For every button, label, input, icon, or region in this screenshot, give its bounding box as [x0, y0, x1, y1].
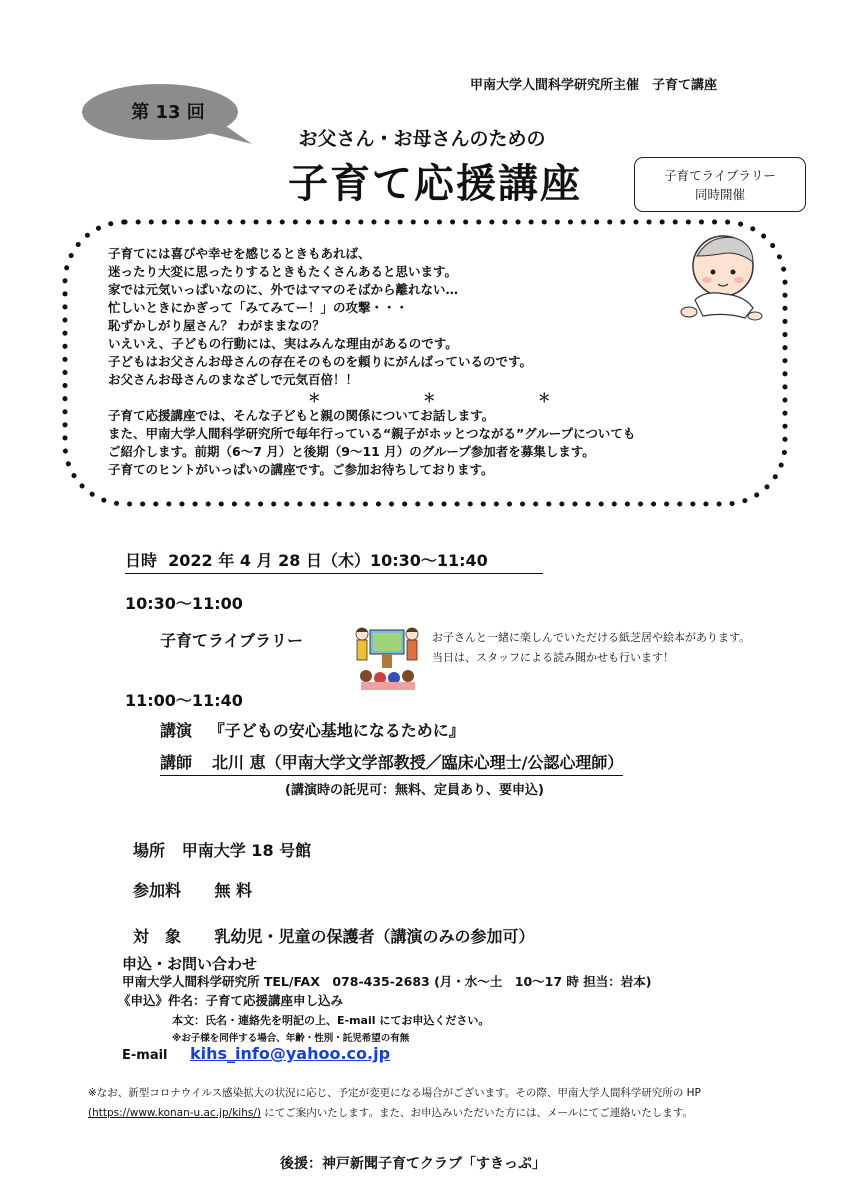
intro-line: 家では元気いっぱいなのに、外ではママのそばから離れない… [108, 282, 459, 297]
library-notice-line1: 子育てライブラリー [664, 168, 776, 183]
homepage-url-link[interactable]: (https://www.konan-u.ac.jp/kihs/) [88, 1107, 261, 1119]
notice-line2 [88, 1103, 828, 1123]
intro-line: 子育てのヒントがいっぱいの講座です。ご参加お待ちしております。 [108, 462, 494, 477]
library-description [432, 628, 750, 668]
date-label: 日時 [125, 551, 158, 570]
notice-line2-text: にてご案内いたします。また、お申込みいただいた方には、メールにてご連絡いたします。 [260, 1107, 693, 1119]
lecture-line [160, 718, 465, 741]
email-link[interactable]: kihs_info@yahoo.co.jp [190, 1044, 391, 1063]
fee-value: 無 料 [214, 881, 253, 900]
date-line [125, 548, 543, 574]
fee-line [133, 878, 252, 901]
sponsor-line: 後援：神戸新聞子育てクラブ「すきっぷ」 [280, 1156, 546, 1172]
childcare-note: (講演時の託児可：無料、定員あり、要申込) [285, 783, 544, 798]
intro-line: 忙しいときにかぎって「みてみてー！」の攻撃・・・ [108, 300, 409, 315]
contact-body-line: 本文：氏名・連絡先を明記の上、E-mail にてお申込ください。 [172, 1014, 490, 1027]
venue-value: 甲南大学 18 号館 [181, 841, 312, 860]
intro-line: お父さんお母さんのまなざしで元気百倍！！ [108, 372, 359, 387]
contact-subject-line: 《申込》件名：子育て応援講座申し込み [118, 993, 344, 1008]
date-value: 2022 年 4 月 28 日（木）10:30～11:40 [168, 551, 488, 570]
organizer-line: 甲南大学人間科学研究所主催 子育て講座 [470, 78, 718, 93]
library-desc-line: お子さんと一緒に楽しんでいただける紙芝居や絵本があります。 [432, 631, 751, 644]
venue-line [133, 838, 311, 861]
intro-line: 恥ずかしがり屋さん？ わがままなの？ [108, 318, 325, 333]
target-label: 対 象 [133, 927, 182, 946]
venue-label: 場所 [133, 841, 166, 860]
intro-line: 子育てには喜びや幸せを感じるときもあれば、 [108, 246, 371, 261]
session-number: 第 13 回 [131, 102, 205, 123]
intro-line: また、甲南大学人間科学研究所で毎年行っている“親子がホッとつながる”グループについても [108, 426, 636, 441]
page-subtitle: お父さん・お母さんのための [298, 128, 546, 150]
intro-line: 子育て応援講座では、そんな子どもと親の関係についてお話します。 [108, 408, 495, 423]
library-notice-line2: 同時開催 [694, 187, 745, 202]
storytelling-illustration [352, 620, 424, 692]
intro-line: いえいえ、子どもの行動には、実はみんな理由があるのです。 [108, 336, 458, 351]
asterisk: ＊ [538, 390, 551, 405]
library-desc-line: 当日は、スタッフによる読み聞かせも行います！ [432, 651, 674, 664]
lecturer-label: 講師 [160, 753, 193, 772]
library-label: 子育てライブラリー [160, 631, 304, 650]
target-value: 乳幼児・児童の保護者（講演のみの参加可） [214, 927, 535, 946]
target-line [133, 924, 534, 947]
lecturer-line [160, 750, 623, 776]
page-title: 子育て応援講座 [288, 161, 582, 207]
intro-line: 子どもはお父さんお母さんの存在そのものを頼りにがんばっているのです。 [108, 354, 533, 369]
covid-notice [88, 1083, 828, 1123]
intro-line: 迷ったり大変に思ったりするときもたくさんあると思います。 [108, 264, 458, 279]
lecture-title: 『子どもの安心基地になるために』 [208, 721, 465, 740]
contact-heading: 申込・お問い合わせ [122, 955, 258, 973]
lecturer-value: 北川 恵（甲南大学文学部教授／臨床心理士/公認心理師） [212, 753, 624, 772]
slot1-time: 10:30～11:00 [125, 594, 243, 613]
email-label: E-mail [122, 1048, 168, 1063]
library-notice-box [634, 157, 806, 212]
lecture-label: 講演 [160, 721, 193, 740]
fee-label: 参加料 [133, 881, 182, 900]
asterisk-divider [108, 389, 748, 407]
contact-phone-line: 甲南大学人間科学研究所 TEL/FAX 078-435-2683 (月・水～土 10～17 時 担当：岩本) [122, 974, 652, 989]
asterisk: ＊ [308, 390, 321, 405]
slot2-time: 11:00～11:40 [125, 691, 243, 710]
contact-child-note: ※お子様を同伴する場合、年齢・性別・託児希望の有無 [172, 1033, 410, 1044]
intro-line: ご紹介します。前期（6～7 月）と後期（9～11 月）のグループ参加者を募集します。 [108, 444, 595, 459]
asterisk: ＊ [423, 390, 436, 405]
notice-line1: ※なお、新型コロナウイルス感染拡大の状況に応じ、予定が変更になる場合がございます。その際、甲南大学人間科学研究所の HP [88, 1087, 701, 1099]
intro-text [108, 245, 748, 479]
